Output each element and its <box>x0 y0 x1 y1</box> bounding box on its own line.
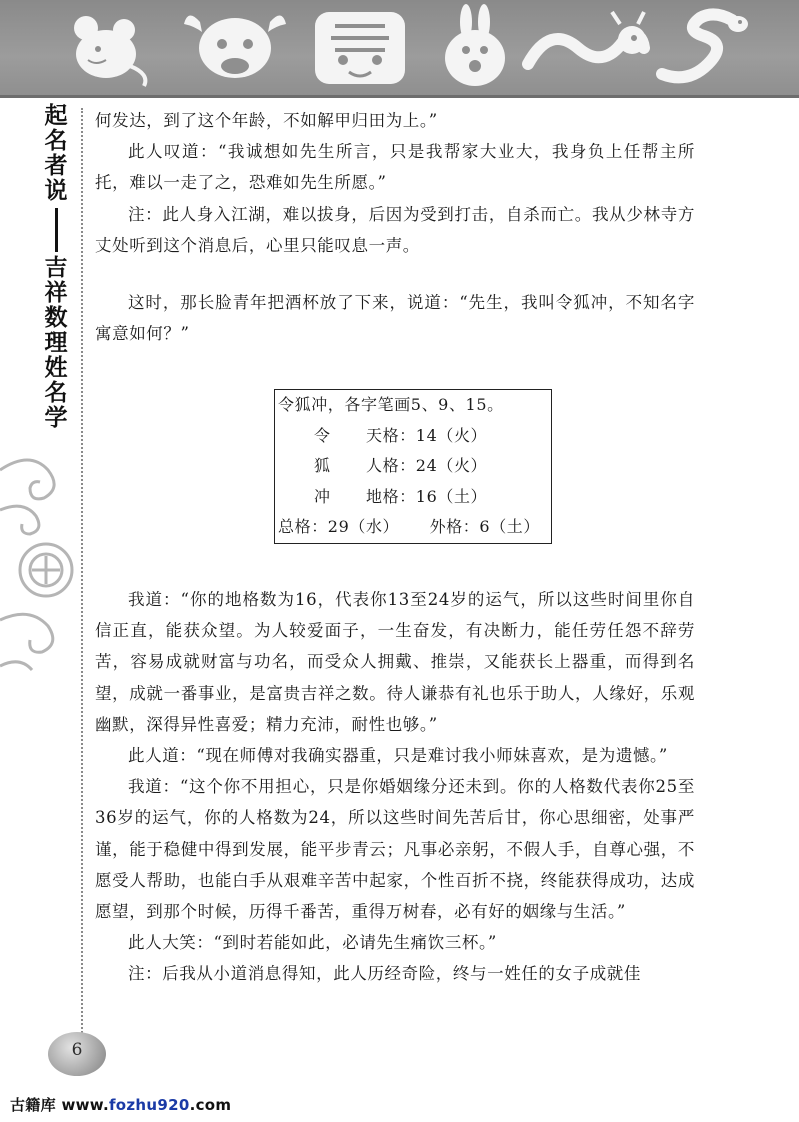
name-grid-row <box>278 482 548 513</box>
title-char: 祥 <box>44 280 68 306</box>
title-char: 数 <box>44 305 68 331</box>
name-box-header: 令狐冲，各字笔画5、9、15。 <box>278 395 504 415</box>
site-watermark <box>10 1094 231 1115</box>
watermark-url-brand: fozhu920 <box>108 1096 190 1114</box>
grid-value: 地格：16（土） <box>366 486 488 506</box>
paragraph: 这时，那长脸青年把酒杯放了下来，说道：“先生，我叫令狐冲，不知名字寓意如何？” <box>95 293 695 344</box>
book-title-part2 <box>40 256 72 431</box>
title-char: 说 <box>44 178 68 204</box>
grid-value: 天格：14（火） <box>366 425 488 445</box>
title-char: 名 <box>44 128 68 154</box>
name-char: 冲 <box>314 486 331 506</box>
paragraph: 我道：“你的地格数为16，代表你13至24岁的运气，所以这些时间里你自信正直，能获众望。为人较爱面子，一生奋发，有决断力，能任劳任怨不辞劳苦，容易成就财富与功名，而受众人拥戴、推崇，又能获长上器重，而得到名望，成就一番事业，是富贵吉祥之数。待人谦恭有礼也乐于助人，人缘好，乐观幽默，深得异性喜爱；精力充沛，耐性也够。” <box>95 589 695 734</box>
paragraph: 我道：“这个你不用担心，只是你婚姻缘分还未到。你的人格数代表你25至36岁的运气，你的人格数为24，所以这些时间先苦后甘，你心思细密，处事严谨，能于稳健中得到发展，能平步青云；凡事必亲躬，不假人手，自尊心强，不愿受人帮助，也能白手从艰难辛苦中起家，个性百折不挠，终能获得成功，达成愿望，到那个时候，历得千番苦，重得万树春，必有好的姻缘与生活。” <box>95 777 695 921</box>
grid-value: 人格：24（火） <box>366 456 488 476</box>
watermark-site-name: 古籍库 <box>10 1096 56 1114</box>
name-box-total-row <box>278 512 548 543</box>
title-char: 理 <box>44 330 68 356</box>
book-title-part1 <box>40 104 72 204</box>
page-body <box>95 105 695 990</box>
paragraph: 注：此人身入江湖，难以拔身，后因为受到打击，自杀而亡。我从少林寺方丈处听到这个消息后，心里只能叹息一声。 <box>95 204 695 255</box>
title-char: 学 <box>44 405 68 431</box>
snake-papercut-icon <box>648 4 758 90</box>
title-char: 名 <box>44 380 68 406</box>
watermark-url-suffix: .com <box>189 1096 232 1114</box>
title-char: 吉 <box>44 255 68 281</box>
watermark-url-prefix: www. <box>61 1096 109 1114</box>
paragraph: 注：后我从小道消息得知，此人历经奇险，终与一姓任的女子成就佳 <box>128 964 641 984</box>
tiger-papercut-icon <box>305 4 415 90</box>
paragraph: 此人叹道：“我诚想如先生所言，只是我帮家大业大，我身负上任帮主所托，难以一走了之，恐难如先生所愿。” <box>95 142 695 193</box>
title-char: 起 <box>44 103 68 129</box>
name-char: 狐 <box>314 456 331 476</box>
margin-dotted-rule <box>81 108 83 1033</box>
paragraph: 此人大笑：“到时若能如此，必请先生痛饮三杯。” <box>128 933 497 953</box>
name-grid-row <box>278 421 548 452</box>
title-char: 姓 <box>44 355 68 381</box>
header-band <box>0 0 799 98</box>
paragraph: 此人道：“现在师傅对我确实器重，只是难讨我小师妹喜欢，是为遗憾。” <box>128 745 668 765</box>
paragraph: 何发达，到了这个年龄，不如解甲归田为上。” <box>95 111 438 130</box>
rabbit-papercut-icon <box>430 4 520 90</box>
rat-papercut-icon <box>58 4 158 90</box>
name-grid-row <box>278 451 548 482</box>
name-char: 令 <box>314 425 331 445</box>
title-char: 者 <box>44 153 68 179</box>
book-title-vertical <box>40 104 72 431</box>
cloud-scroll-ornament-icon <box>0 440 80 684</box>
total-grid: 总格：29（水） <box>278 517 400 537</box>
ox-papercut-icon <box>180 4 290 90</box>
dragon-papercut-icon <box>520 4 650 90</box>
title-dash <box>55 208 58 252</box>
name-analysis-box <box>274 389 552 544</box>
outer-grid: 外格：6（土） <box>429 517 540 537</box>
page-number: 6 <box>71 1040 83 1060</box>
